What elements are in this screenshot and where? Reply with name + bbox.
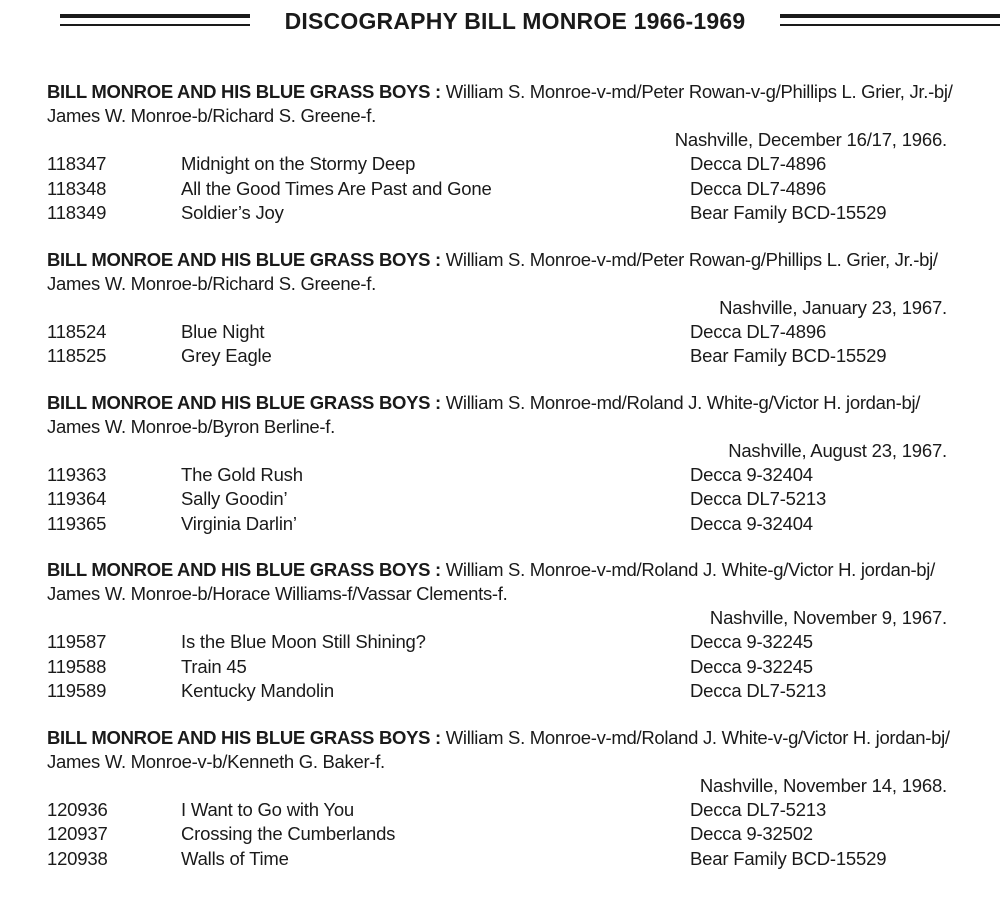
session-place-date: Nashville, December 16/17, 1966. <box>674 129 947 150</box>
session-personnel-line-1 <box>47 248 977 272</box>
track-row <box>47 152 977 177</box>
track-title: Midnight on the Stormy Deep <box>181 153 416 174</box>
session-block <box>47 391 977 537</box>
release-label: Decca 9-32404 <box>690 512 813 534</box>
session-place-date: Nashville, November 14, 1968. <box>699 774 947 796</box>
release-label: Bear Family BCD-15529 <box>690 345 887 366</box>
track-row <box>47 201 977 226</box>
matrix-number: 118348 <box>47 177 107 199</box>
header-rule-left <box>60 14 250 26</box>
session-personnel-line-2: James W. Monroe-v-b/Kenneth G. Baker-f. <box>47 750 385 772</box>
matrix-number: 118525 <box>47 345 107 366</box>
track-title: Virginia Darlin’ <box>181 512 297 534</box>
track-title: Kentucky Mandolin <box>181 680 334 701</box>
matrix-number: 118347 <box>47 153 107 174</box>
session-block <box>47 726 977 872</box>
matrix-number: 119587 <box>47 631 107 652</box>
release-label: Decca 9-32245 <box>690 655 813 677</box>
page-header <box>0 0 1000 50</box>
matrix-number: 120937 <box>47 823 108 844</box>
release-label: Decca 9-32404 <box>690 463 813 485</box>
matrix-number: 120936 <box>47 798 108 820</box>
track-title: Soldier’s Joy <box>181 202 284 223</box>
track-row <box>47 847 977 872</box>
release-label: Decca DL7-5213 <box>690 798 827 820</box>
matrix-number: 119589 <box>47 680 107 701</box>
release-label: Decca DL7-5213 <box>690 488 827 509</box>
track-row <box>47 798 977 823</box>
track-title: Sally Goodin’ <box>181 488 288 509</box>
session-place-date: Nashville, January 23, 1967. <box>719 296 947 318</box>
track-row <box>47 655 977 680</box>
session-block <box>47 558 977 704</box>
track-row <box>47 320 977 345</box>
release-label: Bear Family BCD-15529 <box>690 847 887 869</box>
track-title: All the Good Times Are Past and Gone <box>181 177 492 199</box>
session-personnel-line-1 <box>47 558 977 582</box>
track-row <box>47 487 977 512</box>
release-label: Decca 9-32245 <box>690 631 813 652</box>
release-label: Decca DL7-5213 <box>690 680 827 701</box>
matrix-number: 118349 <box>47 202 107 223</box>
band-name: BILL MONROE AND HIS BLUE GRASS BOYS : <box>47 391 441 413</box>
matrix-number: 118524 <box>47 320 107 342</box>
track-row <box>47 177 977 202</box>
track-title: The Gold Rush <box>181 463 303 485</box>
page-title: DISCOGRAPHY BILL MONROE 1966-1969 <box>284 8 746 34</box>
matrix-number: 119588 <box>47 655 107 677</box>
session-personnel-line-2: James W. Monroe-b/Richard S. Greene-f. <box>47 105 376 126</box>
track-title: Blue Night <box>181 320 265 342</box>
session-place-date: Nashville, November 9, 1967. <box>709 607 947 628</box>
track-title: I Want to Go with You <box>181 798 355 820</box>
release-label: Decca DL7-4896 <box>690 320 827 342</box>
release-label: Decca 9-32502 <box>690 823 813 844</box>
personnel-text: William S. Monroe-v-md/Roland J. White-v-g/Victor H. jordan-bj/ <box>445 726 950 748</box>
track-title: Train 45 <box>181 655 247 677</box>
session-block <box>47 248 977 369</box>
session-personnel-line-1 <box>47 391 977 415</box>
discography-content <box>47 80 977 893</box>
personnel-text: William S. Monroe-v-md/Roland J. White-g/Victor H. jordan-bj/ <box>445 559 935 580</box>
track-row <box>47 822 977 847</box>
header-rule-right <box>780 14 1000 26</box>
personnel-text: William S. Monroe-v-md/Peter Rowan-g/Phillips L. Grier, Jr.-bj/ <box>445 248 938 270</box>
matrix-number: 119363 <box>47 463 107 485</box>
session-personnel-line-2: James W. Monroe-b/Horace Williams-f/Vassar Clements-f. <box>47 583 508 604</box>
matrix-number: 119365 <box>47 512 107 534</box>
track-row <box>47 344 977 369</box>
band-name: BILL MONROE AND HIS BLUE GRASS BOYS : <box>47 559 441 580</box>
track-row <box>47 512 977 537</box>
matrix-number: 119364 <box>47 488 107 509</box>
personnel-text: William S. Monroe-v-md/Peter Rowan-v-g/Phillips L. Grier, Jr.-bj/ <box>445 81 953 102</box>
band-name: BILL MONROE AND HIS BLUE GRASS BOYS : <box>47 248 441 270</box>
session-personnel-line-2: James W. Monroe-b/Byron Berline-f. <box>47 415 335 437</box>
track-row <box>47 630 977 655</box>
release-label: Bear Family BCD-15529 <box>690 202 887 223</box>
release-label: Decca DL7-4896 <box>690 177 827 199</box>
band-name: BILL MONROE AND HIS BLUE GRASS BOYS : <box>47 81 441 102</box>
track-title: Walls of Time <box>181 847 289 869</box>
track-row <box>47 463 977 488</box>
session-personnel-line-2: James W. Monroe-b/Richard S. Greene-f. <box>47 272 376 294</box>
matrix-number: 120938 <box>47 847 108 869</box>
track-row <box>47 679 977 704</box>
session-personnel-line-1 <box>47 726 977 750</box>
track-title: Grey Eagle <box>181 345 272 366</box>
session-personnel-line-1 <box>47 80 977 104</box>
band-name: BILL MONROE AND HIS BLUE GRASS BOYS : <box>47 726 441 748</box>
track-title: Is the Blue Moon Still Shining? <box>181 631 426 652</box>
personnel-text: William S. Monroe-md/Roland J. White-g/Victor H. jordan-bj/ <box>445 391 921 413</box>
release-label: Decca DL7-4896 <box>690 153 827 174</box>
track-title: Crossing the Cumberlands <box>181 823 396 844</box>
session-place-date: Nashville, August 23, 1967. <box>728 439 947 461</box>
session-block <box>47 80 977 226</box>
